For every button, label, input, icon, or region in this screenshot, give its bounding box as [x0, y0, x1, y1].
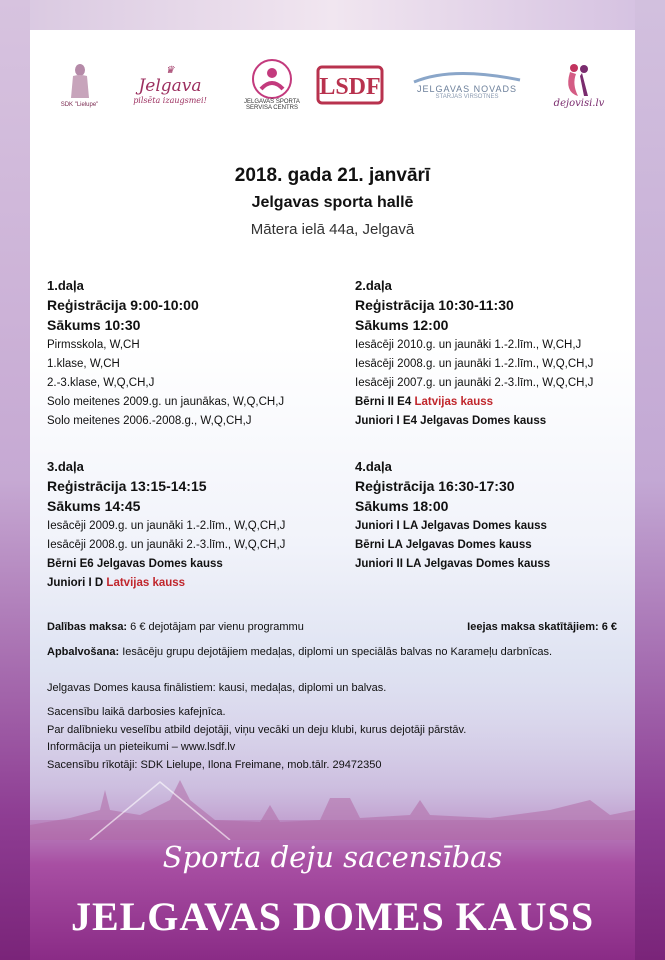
section-start: Sākums 18:00 [355, 498, 449, 514]
event-venue: Jelgavas sporta hallē [251, 194, 414, 211]
contact-text: Informācija un pieteikumi – www.lsdf.lv [47, 741, 236, 753]
lsdf-emblem-icon [316, 63, 384, 107]
section-item: Iesācēji 2007.g. un jaunāki 2.-3.līm., W,Q,CH,J [355, 377, 594, 389]
section-item: Pirmsskola, W,CH [47, 339, 140, 351]
organizers-text: Sacensību rīkotāji: SDK Lielupe, Ilona Freimane, mob.tālr. 29472350 [47, 759, 382, 771]
section-3 [47, 457, 347, 593]
cafe-text: Sacensību laikā darbosies kafejnīca. [47, 706, 226, 718]
section-item: Solo meitenes 2006.-2008.g., W,Q,CH,J [47, 415, 252, 427]
lsdf-logo [314, 55, 386, 115]
event-date: 2018. gada 21. janvārī [234, 165, 431, 186]
section-item-cup: Bērni II E4 Latvijas kauss [355, 396, 494, 408]
section-start: Sākums 14:45 [47, 498, 141, 514]
section-1 [47, 276, 347, 431]
sdk-lielupe-logo: SDK "Lielupe" [52, 55, 107, 115]
event-subtitle: Sporta deju sacensības [162, 840, 503, 874]
section-item: 2.-3.klase, W,Q,CH,J [47, 377, 155, 389]
section-title: 4.daļa [355, 459, 392, 474]
section-2 [355, 276, 635, 431]
awards-text: Apbalvošana: Iesācēju grupu dejotājiem medaļas, diplomi un speciālās balvas no Karameļu darbnīcas. [47, 646, 553, 658]
jelgavas-novads-logo: JELGAVAS NOVADS STARJAS VIRSOTNES [407, 55, 527, 115]
section-item-cup: Juniori I E4 Jelgavas Domes kauss [355, 415, 547, 427]
frame-left [0, 0, 30, 960]
section-title: 3.daļa [47, 459, 84, 474]
section-item: Solo meitenes 2009.g. un jaunākas, W,Q,CH,J [47, 396, 285, 408]
event-title: JELGAVAS DOMES KAUSS [70, 894, 595, 939]
latvian-cup-label: Latvijas kauss [414, 396, 494, 408]
finalists-text: Jelgavas Domes kausa finālistiem: kausi, medaļas, diplomi un balvas. [47, 682, 387, 694]
frame-right [635, 0, 665, 960]
section-start: Sākums 12:00 [355, 317, 449, 333]
section-item-cup: Bērni E6 Jelgavas Domes kauss [47, 558, 223, 570]
sponsor-logos [52, 55, 612, 115]
section-4 [355, 457, 635, 574]
participation-fee: 6 € dejotājam par vienu programmu [127, 621, 304, 633]
section-registration: Reģistrācija 9:00-10:00 [47, 297, 199, 313]
section-item: Iesācēji 2008.g. un jaunāki 2.-3.līm., W,Q,CH,J [47, 539, 286, 551]
jelgava-sports-center-logo: JELGAVAS SPORTA SERVISA CENTRS [237, 55, 307, 115]
dejovisi-logo: dejovisi.lv [548, 55, 610, 115]
section-item-cup: Bērni LA Jelgavas Domes kauss [355, 539, 532, 551]
section-title: 2.daļa [355, 278, 392, 293]
frame-top [0, 0, 665, 30]
section-item: Iesācēji 2010.g. un jaunāki 1.-2.līm., W,CH,J [355, 339, 582, 351]
section-registration: Reģistrācija 16:30-17:30 [355, 478, 515, 494]
sports-center-emblem-icon [245, 59, 299, 99]
section-item: Iesācēji 2009.g. un jaunāki 1.-2.līm., W,Q,CH,J [47, 520, 286, 532]
novads-wave-icon [412, 70, 522, 84]
city-skyline-illustration [30, 770, 635, 840]
section-title: 1.daļa [47, 278, 84, 293]
latvian-cup-label: Latvijas kauss [106, 577, 186, 589]
svg-text:LSDF: LSDF [319, 74, 381, 100]
health-text: Par dalībnieku veselību atbild dejotāji, viņu vecāki un deju klubi, kurus dejotāji pārstāv. [47, 724, 467, 736]
section-item-cup: Juniori I D Latvijas kauss [47, 577, 186, 589]
section-start: Sākums 10:30 [47, 317, 141, 333]
dancer-silhouette-icon [65, 62, 95, 102]
jelgava-city-logo: ♛ Jelgava pilsēta izaugsmei! [133, 65, 207, 105]
event-address: Mātera ielā 44a, Jelgavā [250, 221, 415, 238]
section-item-cup: Juniori I LA Jelgavas Domes kauss [355, 520, 547, 532]
fees-row: Dalības maksa: 6 € dejotājam par vienu programmu Ieejas maksa skatītājiem: 6 € [47, 621, 617, 633]
section-registration: Reģistrācija 13:15-14:15 [47, 478, 207, 494]
section-registration: Reģistrācija 10:30-11:30 [355, 297, 514, 313]
entry-fee: Ieejas maksa skatītājiem: 6 € [467, 621, 617, 633]
section-item: 1.klase, W,CH [47, 358, 120, 370]
section-item: Iesācēji 2008.g. un jaunāki 1.-2.līm., W,Q,CH,J [355, 358, 594, 370]
section-item-cup: Juniori II LA Jelgavas Domes kauss [355, 558, 551, 570]
dancing-couple-icon [562, 62, 596, 98]
